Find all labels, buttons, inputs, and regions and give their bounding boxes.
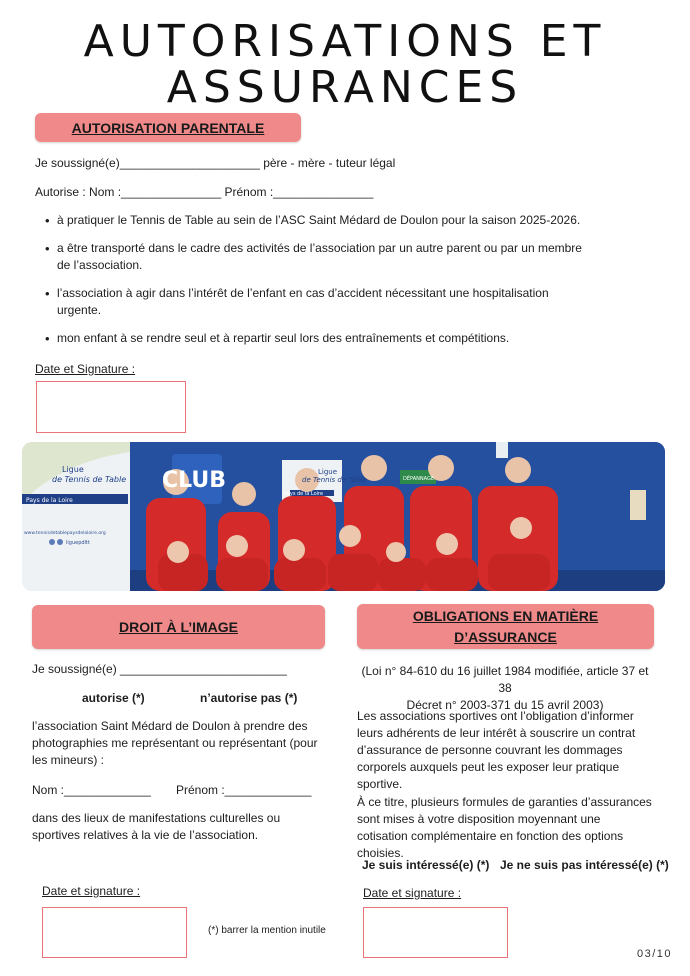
parental-soussigne-line: Je soussigné(e)_____________________ père - mère - tuteur légal: [35, 156, 396, 170]
parental-autorise-line: Autorise : Nom :_______________ Prénom :_______________: [35, 185, 374, 199]
page-number: 03/10: [636, 948, 672, 960]
parental-signature-box[interactable]: [36, 381, 186, 433]
exit-sign: DÉPANNAGE: [403, 476, 434, 482]
banner-line1: Ligue: [62, 465, 84, 474]
insurance-law-line2: Décret n° 2003-371 du 15 avril 2003): [406, 698, 604, 712]
insurance-law-line1: (Loi n° 84-610 du 16 juillet 1984 modifiée, article 37 et 38: [361, 664, 649, 695]
page-title-line2: ASSURANCES: [166, 62, 524, 113]
parental-authorization-list: [35, 212, 595, 358]
banner2-region: Pays de la Loire: [284, 491, 324, 497]
banner-url: www.tennisdetablepaysdelaloire.org: [24, 531, 106, 536]
insurance-interested: Je suis intéressé(e) (*): [362, 858, 490, 872]
image-rights-paragraph: l’association Saint Médard de Doulon à prendre des photographies me représentant ou représentant (pour les mineurs) :: [32, 719, 318, 767]
image-rights-heading: DROIT À L’IMAGE: [32, 605, 325, 649]
banner-line2: de Tennis de Table: [52, 475, 127, 484]
insurance-signature-box[interactable]: [363, 907, 508, 958]
parental-date-signature-label: Date et Signature :: [35, 362, 136, 376]
insurance-not-interested: Je ne suis pas intéressé(e) (*): [500, 858, 669, 872]
list-item: • à pratiquer le Tennis de Table au sein de l’ASC Saint Médard de Doulon pour la saison 2025-2026.: [35, 212, 595, 229]
list-item: • mon enfant à se rendre seul et à repartir seul lors des entraînements et compétitions.: [35, 330, 595, 347]
image-rights-nom: Nom :_____________: [32, 783, 151, 797]
page-title-line1: AUTORISATIONS ET: [83, 16, 607, 67]
club-text: CLUB: [162, 468, 227, 493]
image-rights-soussigne: Je soussigné(e) _________________________: [32, 662, 287, 676]
image-rights-nautorise: n’autorise pas (*): [200, 691, 298, 705]
insurance-heading-line1: OBLIGATIONS EN MATIÈRE: [412, 607, 599, 624]
banner2-line2: de Tennis de Table: [302, 476, 367, 484]
image-rights-paragraph-2: dans des lieux de manifestations culturelles ou sportives relatives à la vie de l’association.: [32, 811, 281, 842]
insurance-heading-line2: D’ASSURANCE: [454, 628, 557, 645]
insurance-paragraph-2: À ce titre, plusieurs formules de garanties d’assurances sont mises à votre disposition moyennant une cotisation complémentaire en fonction des options choisies.: [357, 795, 652, 860]
insurance-date-signature-label: Date et signature :: [363, 886, 462, 900]
banner2-line1: Ligue: [318, 468, 338, 476]
insurance-heading: [357, 604, 654, 649]
footnote: (*) barrer la mention inutile: [208, 925, 326, 936]
banner-region: Pays de la Loire: [26, 497, 73, 504]
image-rights-prenom: Prénom :_____________: [176, 783, 312, 797]
insurance-paragraph-1: Les associations sportives ont l’obligation d’informer leurs adhérents de leur intérêt à souscrire un contrat d’assurance de personne couvrant les dommages corporels auxquels peut les exposer leur pratique sportive.: [357, 709, 636, 791]
insurance-law-reference: [357, 663, 653, 714]
parental-authorization-heading: AUTORISATION PARENTALE: [35, 113, 301, 142]
banner-social: liguepdltt: [66, 540, 90, 546]
image-rights-date-signature-label: Date et signature :: [42, 884, 141, 898]
list-item: • l’association à agir dans l’intérêt de l’enfant en cas d’accident nécessitant une hospitalisation urgente.: [35, 285, 595, 319]
team-photo: [22, 442, 665, 591]
image-rights-signature-box[interactable]: [42, 907, 187, 958]
image-rights-autorise: autorise (*): [82, 691, 145, 705]
list-item: • a être transporté dans le cadre des activités de l’association par un autre parent ou par un membre de l’association.: [35, 240, 595, 274]
